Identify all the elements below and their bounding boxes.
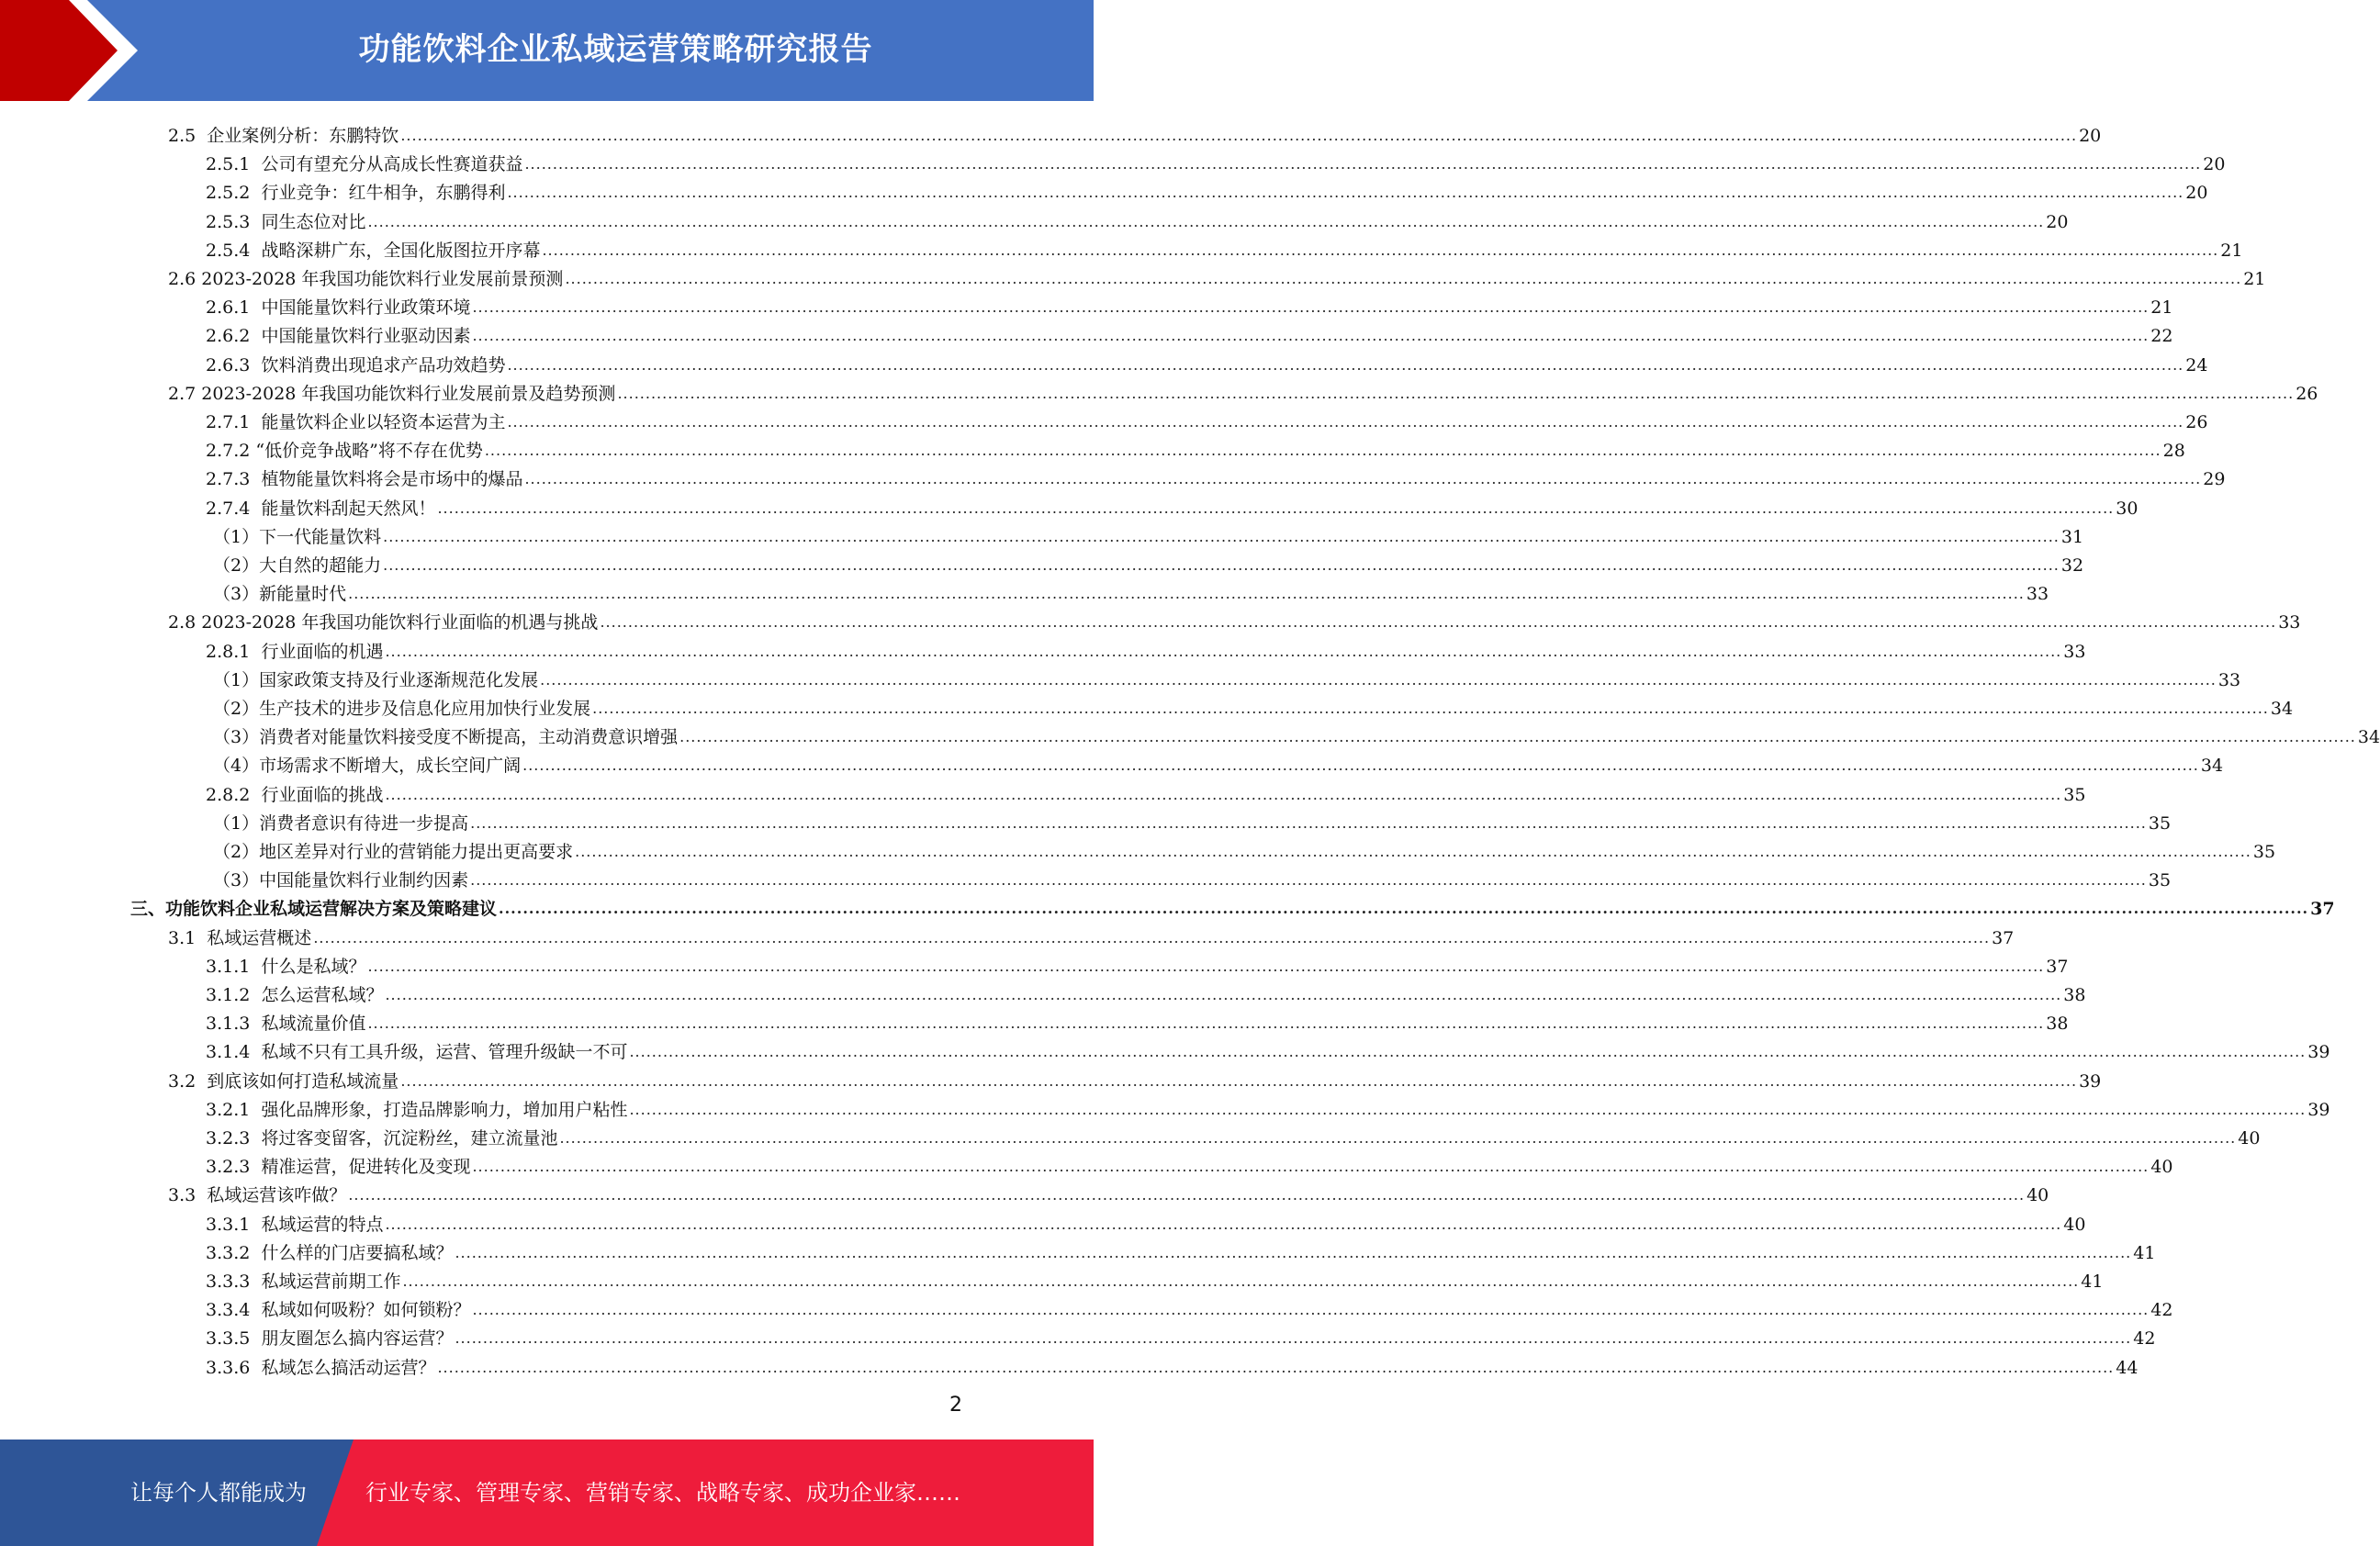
toc-entry[interactable] [206,146,2226,175]
toc-entry-number: 2.6.2 [206,326,262,347]
toc-entry-number: （3） [213,727,260,748]
toc-entry-number: 2.8 [168,612,202,633]
toc-entry[interactable] [206,633,2086,662]
toc-entry[interactable] [206,174,2208,204]
toc-entry-number: 2.5 [168,126,208,146]
toc-entry-number: 2.5.1 [206,154,262,175]
toc-entry-page: 20 [2079,126,2102,146]
toc-entry-title: 私域运营概述 [207,927,312,948]
toc-entry-page: 32 [2060,555,2084,576]
toc-entry-number: （2） [213,699,260,719]
toc-entry-number: 2.6 [168,269,202,289]
toc-entry-title: 大自然的超能力 [259,555,382,576]
toc-entry-title: 强化品牌形象，打造品牌影响力，增加用户粘性 [261,1099,628,1120]
toc-entry-number: 3.1 [168,927,208,948]
toc-entry-title: 公司有望充分从高成长性赛道获益 [261,154,523,175]
toc-leader-dots: ............................................................................................................................................................................................................................................................................................................ [484,442,2161,460]
toc-entry-number: 3.2.1 [206,1099,262,1120]
page-number: 2 [949,1394,962,1417]
toc-leader-dots: ............................................................................................................................................................................................................................................................................................................ [507,355,2184,374]
toc-entry[interactable] [206,232,2243,261]
document-title: 功能饮料企业私域运营策略研究报告 [358,31,873,68]
toc-leader-dots: ............................................................................................................................................................................................................................................................................................................ [617,384,2295,402]
toc-entry[interactable] [206,777,2086,805]
toc-entry-title: 私域流量价值 [261,1014,366,1035]
toc-leader-dots: ............................................................................................................................................................................................................................................................................................................ [559,1129,2237,1147]
toc-entry[interactable] [213,576,2049,605]
toc-leader-dots: ............................................................................................................................................................................................................................................................................................................ [385,986,2062,1003]
toc-entry[interactable] [213,547,2084,576]
toc-entry-title: 行业面临的挑战 [261,784,384,805]
toc-leader-dots: ............................................................................................................................................................................................................................................................................................................ [437,1358,2115,1376]
toc-entry-page: 21 [2243,269,2266,289]
toc-entry-number: 2.5.2 [206,183,262,204]
toc-entry-page: 22 [2150,326,2173,347]
toc-entry-title: 功能饮料企业私域运营解决方案及策略建议 [165,899,498,920]
toc-entry[interactable] [206,977,2086,1005]
toc-leader-dots: ............................................................................................................................................................................................................................................................................................................ [400,127,2078,144]
toc-leader-dots: ............................................................................................................................................................................................................................................................................................................ [383,527,2060,545]
toc-entry-page: 35 [2148,812,2172,834]
toc-leader-dots: ............................................................................................................................................................................................................................................................................................................ [455,1243,2132,1261]
toc-leader-dots: ............................................................................................................................................................................................................................................................................................................ [385,1215,2062,1233]
toc-entry-page: 44 [2116,1357,2139,1378]
toc-entry-title: 战略深耕广东，全国化版图拉开序幕 [261,240,541,261]
toc-entry-number: 3.1.1 [206,956,262,977]
toc-entry-page: 34 [2357,727,2380,748]
toc-entry-number: 3.2 [168,1070,208,1092]
toc-entry-page: 37 [1992,927,2015,948]
toc-entry[interactable] [168,920,2015,948]
toc-entry[interactable] [213,805,2172,834]
toc-entry-title: 私域不只有工具升级，运营、管理升级缺一不可 [261,1042,628,1063]
toc-entry-number: 2.7.2 [206,441,256,462]
footer-slogan-left: 让每个人都能成为 [130,1480,307,1506]
toc-entry-number: 3.3.5 [206,1328,262,1350]
toc-entry-title: 下一代能量饮料 [259,526,382,547]
toc-entry-title: 中国能量饮料行业政策环境 [261,297,471,319]
toc-entry-number: （1） [213,526,260,547]
toc-entry-title: 将过客变留客，沉淀粉丝，建立流量池 [261,1128,558,1148]
toc-leader-dots: ............................................................................................................................................................................................................................................................................................................ [575,843,2251,860]
toc-entry-number: （4） [213,756,260,777]
toc-entry-page: 30 [2116,498,2139,519]
toc-entry-page: 20 [2046,211,2069,232]
toc-entry-title: 到底该如何打造私域流量 [207,1070,399,1092]
toc-leader-dots: ............................................................................................................................................................................................................................................................................................................ [348,585,2025,603]
toc-entry[interactable] [168,261,2266,289]
toc-leader-dots: ............................................................................................................................................................................................................................................................................................................ [629,1043,2307,1061]
header-arrow-decoration [0,0,138,101]
toc-leader-dots: ............................................................................................................................................................................................................................................................................................................ [383,556,2060,574]
toc-entry-number: 3.3.1 [206,1214,262,1235]
toc-entry-number: 2.7 [168,383,202,404]
toc-entry-page: 38 [2063,985,2086,1005]
toc-entry-title: 私域运营该咋做？ [207,1185,347,1206]
toc-entry-number: （2） [213,555,260,576]
toc-entry-number: 2.5.3 [206,211,262,232]
footer-slogan-right: 行业专家、管理专家、营销专家、战略专家、成功企业家…… [365,1480,960,1506]
toc-entry-page: 35 [2063,784,2086,805]
toc-entry-title: 私域运营前期工作 [261,1272,401,1292]
toc-entry-title: 生产技术的进步及信息化应用加快行业发展 [259,699,591,719]
toc-entry-title: 中国能量饮料行业制约因素 [259,870,469,891]
toc-entry-number: 3.2.3 [206,1157,262,1178]
toc-entry-number: 2.7.1 [206,412,262,432]
toc-entry-page: 26 [2296,383,2318,404]
toc-leader-dots: ............................................................................................................................................................................................................................................................................................................ [367,212,2045,230]
toc-entry[interactable] [213,719,2380,748]
toc-entry[interactable] [206,1235,2156,1263]
toc-entry-page: 42 [2133,1328,2156,1350]
toc-entry-title: 2023-2028 年我国功能饮料行业发展前景及趋势预测 [201,383,616,404]
toc-entry[interactable] [213,862,2172,891]
toc-entry[interactable] [213,834,2276,862]
toc-entry-title: 什么样的门店要搞私域？ [261,1242,454,1263]
toc-entry-page: 40 [2026,1185,2049,1206]
toc-entry-number: 3.3.2 [206,1242,262,1263]
toc-entry-number: 3.1.4 [206,1042,262,1063]
toc-leader-dots: ............................................................................................................................................................................................................................................................................................................ [470,813,2147,832]
toc-entry-title: 私域怎么搞活动运营？ [261,1357,436,1378]
toc-leader-dots: ............................................................................................................................................................................................................................................................................................................ [507,413,2184,431]
toc-entry-page: 28 [2162,441,2185,462]
toc-entry[interactable] [206,1005,2069,1035]
toc-entry-title: 中国能量饮料行业驱动因素 [261,326,471,347]
toc-entry-page: 41 [2081,1272,2104,1292]
toc-entry-page: 31 [2060,526,2084,547]
toc-entry-page: 34 [2200,756,2224,777]
toc-entry-page: 34 [2270,699,2294,719]
toc-entry-number: 2.7.4 [206,498,262,519]
toc-leader-dots: ............................................................................................................................................................................................................................................................................................................ [679,728,2356,746]
toc-entry-page: 33 [2063,641,2086,662]
page-footer [0,1440,1094,1546]
toc-entry[interactable] [213,690,2294,719]
toc-entry-page: 39 [2307,1042,2330,1063]
toc-entry-page: 39 [2307,1099,2330,1120]
toc-entry[interactable] [206,289,2173,319]
toc-entry-number: 3.3 [168,1185,208,1206]
toc-entry[interactable] [168,604,2301,633]
toc-entry-page: 35 [2252,842,2276,862]
toc-leader-dots: ............................................................................................................................................................................................................................................................................................................ [629,1100,2307,1118]
toc-leader-dots: ............................................................................................................................................................................................................................................................................................................ [400,1071,2078,1090]
toc-leader-dots: ............................................................................................................................................................................................................................................................................................................ [542,241,2219,259]
toc-entry-title: 地区差异对行业的营销能力提出更高要求 [259,842,574,862]
toc-entry-page: 39 [2079,1070,2102,1092]
toc-leader-dots: ............................................................................................................................................................................................................................................................................................................ [592,700,2269,717]
toc-leader-dots: ............................................................................................................................................................................................................................................................................................................ [367,1014,2045,1033]
toc-entry-page: 33 [2026,584,2049,605]
toc-entry[interactable] [206,1263,2104,1292]
toc-leader-dots: ............................................................................................................................................................................................................................................................................................................ [472,1301,2150,1319]
toc-entry[interactable] [130,891,2335,920]
toc-leader-dots: ............................................................................................................................................................................................................................................................................................................ [472,327,2150,345]
toc-entry[interactable] [206,1350,2139,1378]
toc-entry-title: 什么是私域？ [261,956,366,977]
toc-leader-dots: ............................................................................................................................................................................................................................................................................................................ [402,1272,2080,1290]
toc-entry-number: （1） [213,812,260,834]
toc-entry-title: 同生态位对比 [261,211,366,232]
toc-entry-page: 40 [2063,1214,2086,1235]
toc-entry[interactable] [206,1092,2330,1120]
toc-entry-page: 20 [2203,154,2226,175]
toc-entry-number: （1） [213,669,260,690]
toc-entry-title: 能量饮料刮起天然风！ [261,498,436,519]
toc-entry-number: 3.1.3 [206,1014,262,1035]
toc-entry[interactable] [206,1034,2330,1063]
toc-entry-title: 饮料消费出现追求产品功效趋势 [261,354,506,375]
toc-entry-page: 21 [2150,297,2173,319]
toc-entry[interactable] [168,1063,2102,1092]
toc-entry-title: 行业竞争：红牛相争，东鹏得利 [261,183,506,204]
toc-entry-page: 37 [2310,899,2335,920]
toc-entry-title: 消费者对能量饮料接受度不断提高，主动消费意识增强 [259,727,679,748]
toc-entry[interactable] [213,519,2084,547]
toc-entry-page: 21 [2220,240,2243,261]
toc-entry-title: 精准运营，促进转化及变现 [261,1157,471,1178]
toc-leader-dots: ............................................................................................................................................................................................................................................................................................................ [367,957,2045,975]
toc-entry-page: 24 [2185,354,2208,375]
toc-entry-page: 38 [2046,1014,2069,1035]
toc-entry-number: 2.6.1 [206,297,262,319]
toc-entry-title: 朋友圈怎么搞内容运营？ [261,1328,454,1350]
toc-leader-dots: ............................................................................................................................................................................................................................................................................................................ [540,670,2217,689]
toc-entry[interactable] [206,1292,2173,1321]
toc-entry-title: 私域运营的特点 [261,1214,384,1235]
toc-entry-number: 2.8.1 [206,641,262,662]
toc-entry[interactable] [206,461,2226,490]
toc-entry[interactable] [206,1206,2086,1235]
toc-entry-number: 2.6.3 [206,354,262,375]
toc-entry-number: 3.1.2 [206,985,262,1005]
toc-entry-page: 33 [2278,612,2301,633]
toc-entry[interactable] [168,118,2102,146]
toc-entry-number: 3.2.3 [206,1128,262,1148]
toc-leader-dots: ............................................................................................................................................................................................................................................................................................................ [600,613,2277,632]
toc-entry-title: 私域如何吸粉？如何锁粉？ [261,1300,471,1321]
toc-entry[interactable] [206,490,2139,519]
toc-entry[interactable] [213,747,2224,777]
toc-entry-page: 26 [2185,412,2208,432]
toc-entry-title: 植物能量饮料将会是市场中的爆品 [261,469,523,490]
toc-entry-page: 33 [2217,669,2241,690]
toc-entry-number: （3） [213,870,260,891]
toc-entry-title: 行业面临的机遇 [261,641,384,662]
toc-entry-number: 3.3.3 [206,1272,262,1292]
toc-leader-dots: ............................................................................................................................................................................................................................................................................................................ [348,1186,2026,1204]
toc-entry-title: 企业案例分析：东鹏特饮 [207,126,399,146]
toc-leader-dots: ............................................................................................................................................................................................................................................................................................................ [524,470,2202,488]
toc-entry-title: 2023-2028 年我国功能饮料行业面临的机遇与挑战 [201,612,599,633]
toc-entry-title: 市场需求不断增大，成长空间广阔 [259,756,522,777]
toc-leader-dots: ............................................................................................................................................................................................................................................................................................................ [499,900,2309,918]
toc-leader-dots: ............................................................................................................................................................................................................................................................................................................ [522,756,2199,775]
toc-leader-dots: ............................................................................................................................................................................................................................................................................................................ [507,184,2184,202]
toc-entry[interactable] [206,432,2185,462]
toc-entry[interactable] [206,1320,2156,1350]
toc-entry-page: 37 [2046,956,2069,977]
toc-entry[interactable] [168,375,2318,404]
toc-entry-title: 怎么运营私域？ [261,985,384,1005]
toc-entry-number: 3.3.4 [206,1300,262,1321]
toc-entry-page: 20 [2185,183,2208,204]
toc-entry[interactable] [206,948,2069,977]
toc-entry[interactable] [213,662,2241,690]
toc-entry-page: 40 [2238,1128,2261,1148]
toc-leader-dots: ............................................................................................................................................................................................................................................................................................................ [470,871,2147,890]
toc-entry-title: 能量饮料企业以轻资本运营为主 [261,412,506,432]
toc-entry-page: 42 [2150,1300,2173,1321]
toc-entry[interactable] [206,204,2069,232]
toc-leader-dots: ............................................................................................................................................................................................................................................................................................................ [472,298,2150,317]
toc-entry-page: 29 [2203,469,2226,490]
toc-entry[interactable] [206,1148,2173,1178]
toc-leader-dots: ............................................................................................................................................................................................................................................................................................................ [472,1158,2150,1176]
toc-entry-number: （2） [213,842,260,862]
toc-entry-page: 41 [2133,1242,2156,1263]
toc-entry-title: 消费者意识有待进一步提高 [259,812,469,834]
toc-entry-number: 3.3.6 [206,1357,262,1378]
toc-entry-page: 40 [2150,1157,2173,1178]
toc-entry[interactable] [206,1120,2261,1148]
toc-leader-dots: ............................................................................................................................................................................................................................................................................................................ [565,270,2242,287]
toc-leader-dots: ............................................................................................................................................................................................................................................................................................................ [385,785,2062,803]
toc-entry-title: 2023-2028 年我国功能饮料行业发展前景预测 [201,269,564,289]
toc-leader-dots: ............................................................................................................................................................................................................................................................................................................ [313,928,1991,947]
toc-leader-dots: ............................................................................................................................................................................................................................................................................................................ [437,499,2115,517]
toc-entry-title: 国家政策支持及行业逐渐规范化发展 [259,669,539,690]
toc-leader-dots: ............................................................................................................................................................................................................................................................................................................ [524,155,2202,174]
toc-entry[interactable] [168,1177,2049,1206]
toc-leader-dots: ............................................................................................................................................................................................................................................................................................................ [455,1329,2132,1348]
toc-entry[interactable] [206,404,2208,432]
toc-entry[interactable] [206,347,2208,375]
toc-entry-title: 新能量时代 [259,584,347,605]
toc-entry-title: “低价竞争战略”将不存在优势 [255,441,483,462]
toc-entry-page: 35 [2148,870,2172,891]
toc-entry-number: 三、 [130,899,166,920]
toc-entry[interactable] [206,318,2173,347]
toc-entry-number: （3） [213,584,260,605]
toc-leader-dots: ............................................................................................................................................................................................................................................................................................................ [385,642,2062,660]
toc-entry-number: 2.5.4 [206,240,262,261]
toc-entry-number: 2.8.2 [206,784,262,805]
page-header [0,0,1094,101]
toc-entry-number: 2.7.3 [206,469,262,490]
